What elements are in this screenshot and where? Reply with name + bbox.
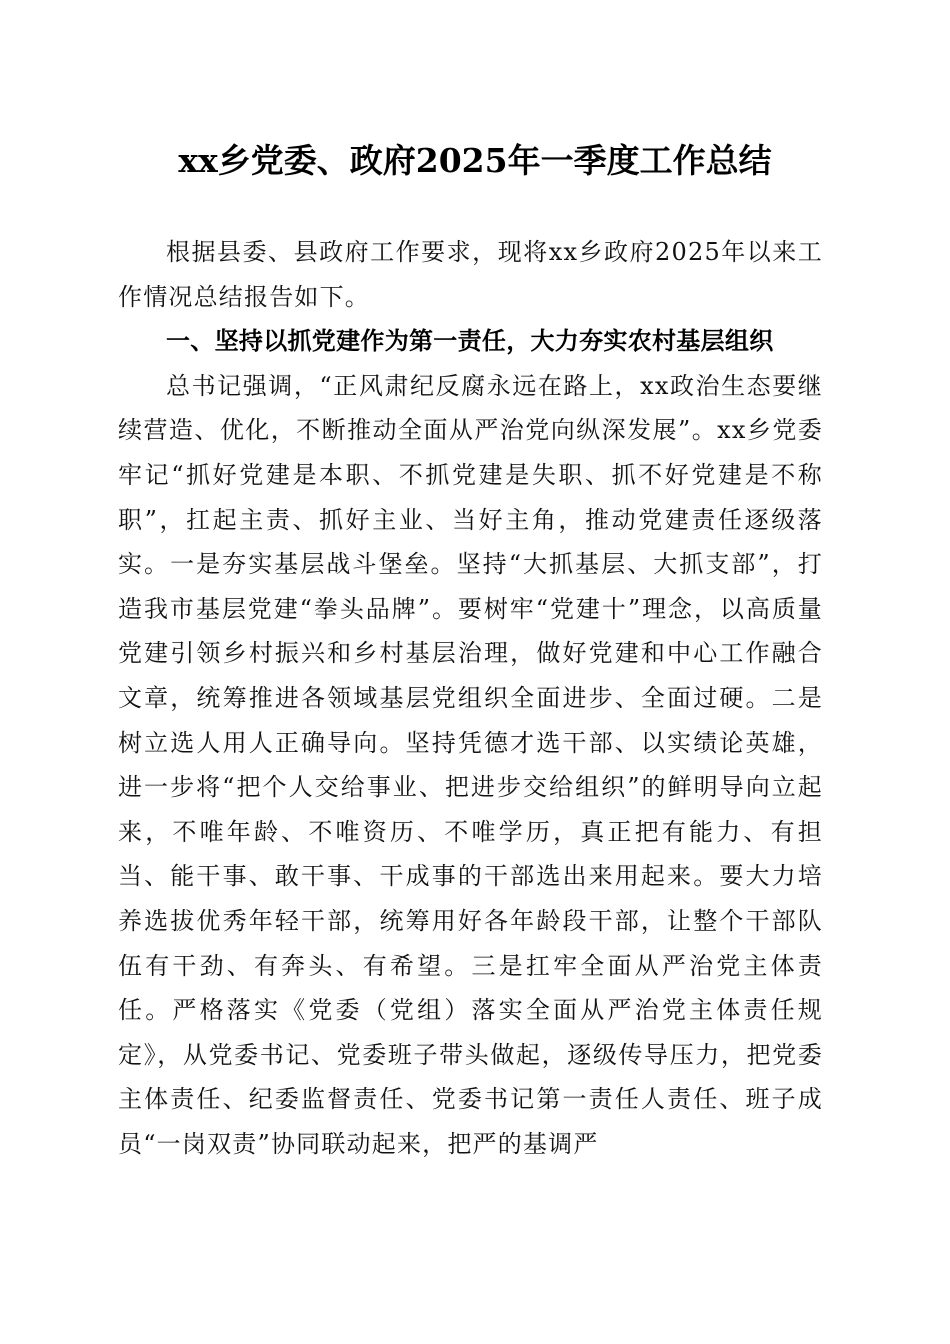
section-paragraph-1: 总书记强调，“正风肃纪反腐永远在路上，xx政治生态要继续营造、优化，不断推动全面从严治党向纵深发展”。xx乡党委牢记“抓好党建是本职、不抓党建是失职、抓不好党建是不称职”，扛起主责、抓好主业、当好主角，推动党建责任逐级落实。一是夯实基层战斗堡垒。坚持“大抓基层、大抓支部”，打造我市基层党建“拳头品牌”。要树牢“党建十”理念，以高质量党建引领乡村振兴和乡村基层治理，做好党建和中心工作融合文章，统筹推进各领域基层党组织全面进步、全面过硬。二是树立选人用人正确导向。坚持凭德才选干部、以实绩论英雄，进一步将“把个人交给事业、把进步交给组织”的鲜明导向立起来，不唯年龄、不唯资历、不唯学历，真正把有能力、有担当、能干事、敢干事、干成事的干部选出来用起来。要大力培养选拔优秀年轻干部，统筹用好各年龄段干部，让整个干部队伍有干劲、有奔头、有希望。三是扛牢全面从严治党主体责任。严格落实《党委（党组）落实全面从严治党主体责任规定》，从党委书记、党委班子带头做起，逐级传导压力，把党委主体责任、纪委监督责任、党委书记第一责任人责任、班子成员“一岗双责”协同联动起来，把严的基调严 bbox=[118, 371, 823, 1158]
intro-paragraph: 根据县委、县政府工作要求，现将xx乡政府2025年以来工作情况总结报告如下。 bbox=[118, 238, 823, 311]
document-body bbox=[118, 230, 823, 1166]
document-title: xx乡党委、政府2025年一季度工作总结 bbox=[178, 141, 772, 180]
section-heading-1: 一、坚持以抓党建作为第一责任，大力夯实农村基层组织 bbox=[166, 327, 774, 356]
